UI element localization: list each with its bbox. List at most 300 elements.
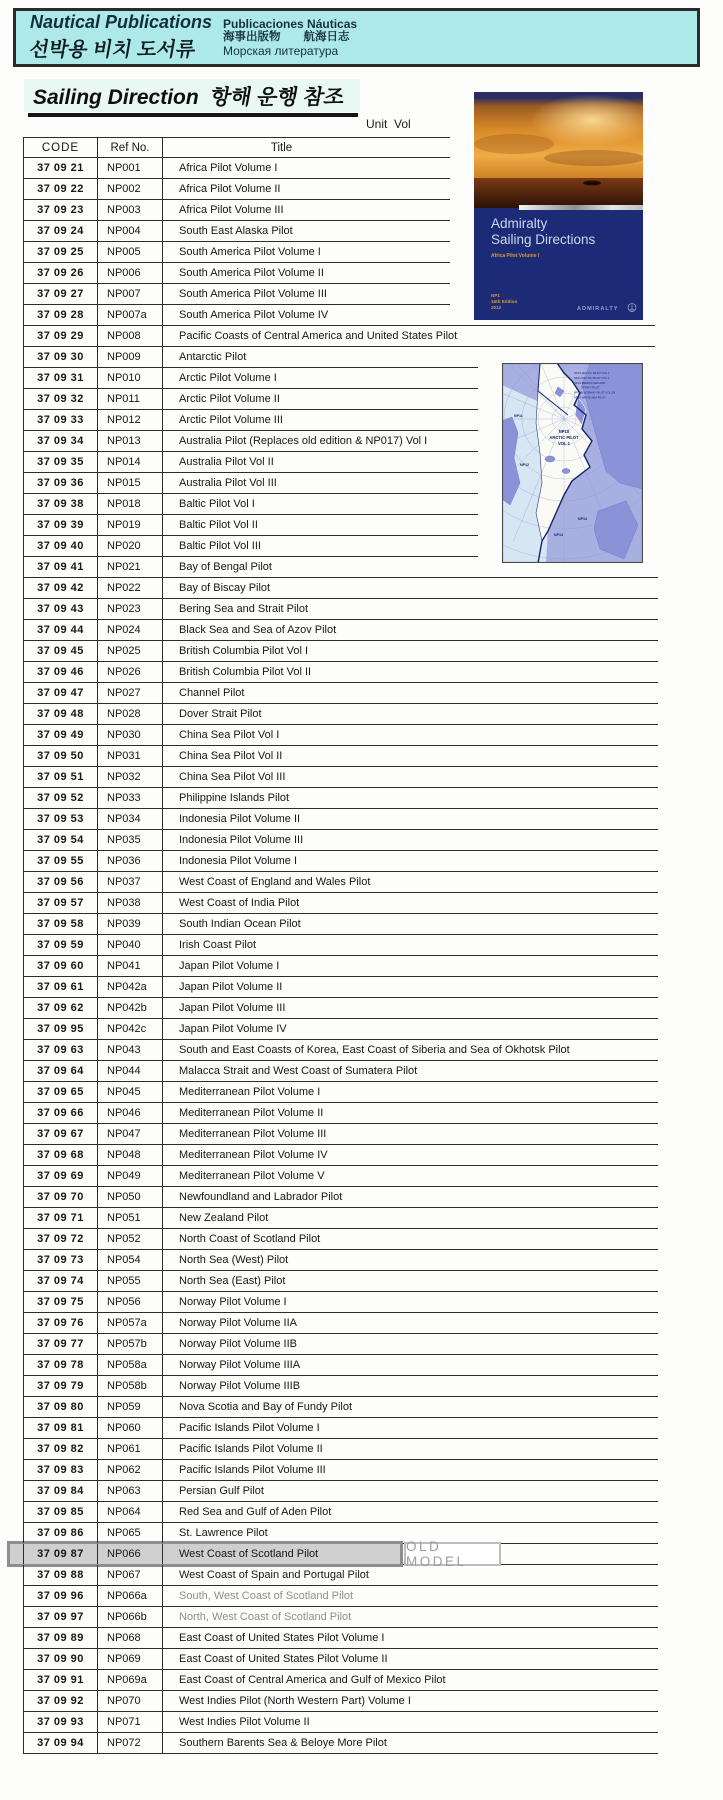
row-ref-no: NP049 [97,1166,162,1186]
row-ref-no: NP064 [97,1502,162,1522]
row-title: Red Sea and Gulf of Aden Pilot [162,1502,331,1522]
row-code: 37 09 73 [23,1250,97,1270]
table-row [23,1061,658,1082]
svg-text:NP12: NP12 [520,463,529,467]
cover-ship-silhouette [583,181,601,186]
row-ref-no: NP046 [97,1103,162,1123]
row-code: 37 09 47 [23,683,97,703]
row-title: Dover Strait Pilot [162,704,262,724]
old-model-note: OLD MODEL [404,1542,501,1566]
row-code: 37 09 89 [23,1628,97,1648]
row-title: Channel Pilot [162,683,244,703]
row-title: Mediterranean Pilot Volume V [162,1166,325,1186]
row-code: 37 09 29 [23,326,97,346]
cover-cloud [474,134,554,154]
table-row [23,1712,658,1733]
row-title: South America Pilot Volume IV [162,305,328,325]
row-ref-no: NP044 [97,1061,162,1081]
table-row [23,1313,658,1334]
svg-text:NP14: NP14 [554,533,563,537]
table-row [23,1103,658,1124]
row-title: East Coast of Central America and Gulf of Mexico Pilot [162,1670,446,1690]
row-code: 37 09 88 [23,1565,97,1585]
row-ref-no: NP028 [97,704,162,724]
row-ref-no: NP015 [97,473,162,493]
row-title: South Indian Ocean Pilot [162,914,301,934]
table-row [23,1439,658,1460]
row-title: Pacific Islands Pilot Volume III [162,1460,326,1480]
table-row [23,494,478,515]
row-code: 37 09 24 [23,221,97,241]
row-title: South East Alaska Pilot [162,221,293,241]
row-code: 37 09 64 [23,1061,97,1081]
row-ref-no: NP060 [97,1418,162,1438]
row-code: 37 09 69 [23,1166,97,1186]
row-code: 37 09 96 [23,1586,97,1606]
row-title: British Columbia Pilot Vol I [162,641,308,661]
table-row [23,1481,658,1502]
row-title: China Sea Pilot Vol II [162,746,282,766]
row-ref-no: NP019 [97,515,162,535]
row-code: 37 09 65 [23,1082,97,1102]
row-ref-no: NP033 [97,788,162,808]
row-title: China Sea Pilot Vol III [162,767,285,787]
table-row [23,431,478,452]
row-code: 37 09 41 [23,557,97,577]
row-ref-no: NP011 [97,389,162,409]
row-title: Indonesia Pilot Volume III [162,830,303,850]
row-ref-no: NP058a [97,1355,162,1375]
banner-right [215,17,357,59]
row-ref-no: NP031 [97,746,162,766]
row-ref-no: NP072 [97,1733,162,1753]
row-code: 37 09 61 [23,977,97,997]
row-code: 37 09 66 [23,1103,97,1123]
row-code: 37 09 45 [23,641,97,661]
table-row [23,1271,658,1292]
table-row [23,767,658,788]
row-ref-no: NP040 [97,935,162,955]
table-row [23,1565,658,1586]
row-code: 37 09 84 [23,1481,97,1501]
row-ref-no: NP003 [97,200,162,220]
table-row [23,221,450,242]
row-ref-no: NP042b [97,998,162,1018]
table-row [23,935,658,956]
row-code: 37 09 35 [23,452,97,472]
row-ref-no: NP022 [97,578,162,598]
table-row [23,263,450,284]
row-ref-no: NP047 [97,1124,162,1144]
row-ref-no: NP058b [97,1376,162,1396]
row-title: Mediterranean Pilot Volume III [162,1124,326,1144]
row-code: 37 09 87 [23,1544,97,1564]
row-code: 37 09 94 [23,1733,97,1753]
row-ref-no: NP050 [97,1187,162,1207]
row-code: 37 09 55 [23,851,97,871]
row-code: 37 09 25 [23,242,97,262]
row-title: Nova Scotia and Bay of Fundy Pilot [162,1397,352,1417]
row-code: 37 09 95 [23,1019,97,1039]
table-row [23,515,478,536]
table-row [23,536,478,557]
svg-text:STRAIT PILOT: STRAIT PILOT [581,385,600,390]
book-cover-image [474,92,643,320]
row-code: 37 09 70 [23,1187,97,1207]
row-code: 37 09 77 [23,1334,97,1354]
row-code: 37 09 43 [23,599,97,619]
row-code: 37 09 39 [23,515,97,535]
row-ref-no: NP010 [97,368,162,388]
row-ref-no: NP014 [97,452,162,472]
table-row [23,662,658,683]
table-row [23,1145,658,1166]
table-row [23,1733,658,1754]
table-row [23,1355,658,1376]
row-code: 37 09 97 [23,1607,97,1627]
section-title [33,81,344,111]
row-title: Persian Gulf Pilot [162,1481,264,1501]
row-code: 37 09 56 [23,872,97,892]
table-row [23,998,658,1019]
svg-text:ARCTIC PILOT: ARCTIC PILOT [549,435,579,440]
row-ref-no: NP067 [97,1565,162,1585]
table-row [23,1691,658,1712]
row-title: North Coast of Scotland Pilot [162,1229,320,1249]
row-ref-no: NP030 [97,725,162,745]
row-code: 37 09 48 [23,704,97,724]
row-title: Malacca Strait and West Coast of Sumatera Pilot [162,1061,417,1081]
cover-photo-sea [474,178,643,208]
cover-edition-year: 2012 [491,305,502,310]
table-header-row [23,137,450,158]
cover-silver-band [519,205,643,210]
row-title: Australia Pilot (Replaces old edition & NP017) Vol I [162,431,427,451]
row-ref-no: NP002 [97,179,162,199]
row-title: Bering Sea and Strait Pilot [162,599,308,619]
row-title: Norway Pilot Volume IIA [162,1313,297,1333]
row-ref-no: NP026 [97,662,162,682]
row-code: 37 09 46 [23,662,97,682]
table-row [23,851,658,872]
row-ref-no: NP059 [97,1397,162,1417]
row-ref-no: NP068 [97,1628,162,1648]
cover-cloud [544,150,643,166]
svg-text:NP11 ARCTIC PILOT VOL 2: NP11 ARCTIC PILOT VOL 2 [574,376,610,380]
row-title: Africa Pilot Volume III [162,200,284,220]
row-code: 37 09 54 [23,830,97,850]
row-ref-no: NP065 [97,1523,162,1543]
row-title: Australia Pilot Vol III [162,473,277,493]
table-row [23,1502,658,1523]
row-code: 37 09 93 [23,1712,97,1732]
row-code: 37 09 53 [23,809,97,829]
row-code: 37 09 51 [23,767,97,787]
row-ref-no: NP004 [97,221,162,241]
table-row [23,788,658,809]
row-title: Pacific Coasts of Central America and United States Pilot [162,326,457,346]
row-title: China Sea Pilot Vol I [162,725,279,745]
table-row [23,872,658,893]
table-row [23,809,658,830]
table-row [23,1418,658,1439]
row-title: Philippine Islands Pilot [162,788,289,808]
table-row [23,893,658,914]
row-code: 37 09 42 [23,578,97,598]
row-title: Norway Pilot Volume I [162,1292,287,1312]
row-code: 37 09 63 [23,1040,97,1060]
row-title: West Coast of India Pilot [162,893,299,913]
row-title: Southern Barents Sea & Beloye More Pilot [162,1733,387,1753]
row-code: 37 09 90 [23,1649,97,1669]
row-code: 37 09 72 [23,1229,97,1249]
row-code: 37 09 83 [23,1460,97,1480]
row-ref-no: NP005 [97,242,162,262]
row-code: 37 09 31 [23,368,97,388]
banner-subtitle-russian: Морская литература [223,44,339,59]
row-title: Baltic Pilot Vol III [162,536,261,556]
row-title: Japan Pilot Volume I [162,956,279,976]
arctic-map-image [502,363,643,563]
row-title: West Coast of England and Wales Pilot [162,872,370,892]
row-title: North, West Coast of Scotland Pilot [162,1607,351,1627]
row-title: West Coast of Spain and Portugal Pilot [162,1565,369,1585]
row-ref-no: NP001 [97,158,162,178]
table-row [23,1628,658,1649]
row-ref-no: NP063 [97,1481,162,1501]
row-ref-no: NP036 [97,851,162,871]
row-title: Irish Coast Pilot [162,935,256,955]
row-code: 37 09 50 [23,746,97,766]
banner-title-english: Nautical Publications [30,12,213,33]
row-code: 37 09 26 [23,263,97,283]
row-title: West Indies Pilot (North Western Part) Volume I [162,1691,411,1711]
table-row [23,620,658,641]
row-code: 37 09 22 [23,179,97,199]
table-row [23,1397,658,1418]
row-title: Norway Pilot Volume IIIB [162,1376,300,1396]
row-ref-no: NP007 [97,284,162,304]
table-row [23,452,478,473]
column-header-ref: Ref No. [97,138,162,157]
row-code: 37 09 92 [23,1691,97,1711]
table-row [23,1292,658,1313]
row-ref-no: NP023 [97,599,162,619]
row-code: 37 09 79 [23,1376,97,1396]
cover-subtitle: Africa Pilot Volume I [491,253,540,259]
cover-edition-np: NP1 [491,293,500,298]
row-ref-no: NP042c [97,1019,162,1039]
row-ref-no: NP066b [97,1607,162,1627]
row-ref-no: NP070 [97,1691,162,1711]
svg-text:NP10 ARCTIC PILOT VOL 1: NP10 ARCTIC PILOT VOL 1 [574,371,610,375]
table-row [23,473,478,494]
row-code: 37 09 33 [23,410,97,430]
row-code: 37 09 62 [23,998,97,1018]
row-ref-no: NP007a [97,305,162,325]
row-title: South America Pilot Volume II [162,263,324,283]
row-code: 37 09 34 [23,431,97,451]
row-code: 37 09 80 [23,1397,97,1417]
row-code: 37 09 28 [23,305,97,325]
row-title: Japan Pilot Volume II [162,977,282,997]
table-row [23,1250,658,1271]
row-title: Arctic Pilot Volume II [162,389,280,409]
row-code: 37 09 36 [23,473,97,493]
table-row [23,1229,658,1250]
row-ref-no: NP057a [97,1313,162,1333]
row-ref-no: NP020 [97,536,162,556]
row-ref-no: NP027 [97,683,162,703]
row-code: 37 09 91 [23,1670,97,1690]
row-ref-no: NP038 [97,893,162,913]
row-ref-no: NP054 [97,1250,162,1270]
row-title: North Sea (East) Pilot [162,1271,285,1291]
table-row [23,578,658,599]
row-title: Japan Pilot Volume III [162,998,285,1018]
row-title: Norway Pilot Volume IIIA [162,1355,300,1375]
row-ref-no: NP066a [97,1586,162,1606]
row-code: 37 09 30 [23,347,97,367]
row-title: East Coast of United States Pilot Volume I [162,1628,384,1648]
row-ref-no: NP069a [97,1670,162,1690]
column-header-code: CODE [23,138,97,157]
row-code: 37 09 52 [23,788,97,808]
table-row [23,830,658,851]
row-code: 37 09 75 [23,1292,97,1312]
row-title: Pacific Islands Pilot Volume II [162,1439,323,1459]
banner-subtitle-spanish: Publicaciones Náuticas [223,16,358,31]
table-row [23,1019,658,1040]
table-row [23,725,658,746]
section-title-english: Sailing Direction [33,86,199,109]
banner [13,8,700,67]
row-ref-no: NP021 [97,557,162,577]
unit-label: Unit Vol [366,117,411,131]
cover-edition-number: 16th Edition [491,299,518,304]
row-title: South and East Coasts of Korea, East Coast of Siberia and Sea of Okhotsk Pilot [162,1040,570,1060]
row-title: Black Sea and Sea of Azov Pilot [162,620,336,640]
table-row [23,1082,658,1103]
cover-publisher-logo-text: ADMIRALTY [577,306,619,312]
row-code: 37 09 67 [23,1124,97,1144]
row-ref-no: NP035 [97,830,162,850]
row-code: 37 09 32 [23,389,97,409]
table-row [23,746,658,767]
row-code: 37 09 68 [23,1145,97,1165]
row-ref-no: NP039 [97,914,162,934]
row-title: Indonesia Pilot Volume I [162,851,297,871]
table-row [23,1649,658,1670]
row-title: Mediterranean Pilot Volume IV [162,1145,328,1165]
row-title: South America Pilot Volume III [162,284,327,304]
row-code: 37 09 44 [23,620,97,640]
table-row [23,599,658,620]
table-row [23,977,658,998]
table-row [23,1334,658,1355]
row-code: 37 09 74 [23,1271,97,1291]
banner-subtitle-chinese: 海事出版物 航海日志 [223,30,350,43]
row-title: Pacific Islands Pilot Volume I [162,1418,320,1438]
row-ref-no: NP034 [97,809,162,829]
row-ref-no: NP045 [97,1082,162,1102]
cover-brand-line2: Sailing Directions [491,232,596,247]
table-row [23,1539,658,1569]
table-row [23,1670,658,1691]
row-title: Indonesia Pilot Volume II [162,809,300,829]
table-row [23,1376,658,1397]
section-underline [28,113,358,117]
table-row [23,914,658,935]
row-ref-no: NP024 [97,620,162,640]
row-ref-no: NP025 [97,641,162,661]
row-title: Japan Pilot Volume IV [162,1019,287,1039]
row-ref-no: NP069 [97,1649,162,1669]
row-title: East Coast of United States Pilot Volume II [162,1649,388,1669]
row-code: 37 09 76 [23,1313,97,1333]
table-row [23,389,478,410]
row-title: Africa Pilot Volume I [162,158,277,178]
section-title-korean: 항해 운행 참조 [208,86,346,109]
table-row [23,1607,658,1628]
row-title: South America Pilot Volume I [162,242,321,262]
row-ref-no: NP041 [97,956,162,976]
table-row [23,347,478,368]
row-title: New Zealand Pilot [162,1208,268,1228]
svg-text:NP58B NORWAY PILOT VOL 3B: NP58B NORWAY PILOT VOL 3B [574,390,616,395]
row-code: 37 09 38 [23,494,97,514]
svg-text:NP12 BERING SEA AND: NP12 BERING SEA AND [574,381,606,385]
row-ref-no: NP042a [97,977,162,997]
row-ref-no: NP013 [97,431,162,451]
svg-text:NP13: NP13 [578,517,587,521]
row-ref-no: NP018 [97,494,162,514]
row-title: Mediterranean Pilot Volume II [162,1103,323,1123]
row-ref-no: NP071 [97,1712,162,1732]
row-title: West Coast of Scotland Pilot [162,1544,318,1564]
svg-text:NP10 WHITE SEA PILOT: NP10 WHITE SEA PILOT [574,395,606,400]
row-code: 37 09 49 [23,725,97,745]
row-title: Africa Pilot Volume II [162,179,281,199]
row-ref-no: NP066 [97,1544,162,1564]
row-ref-no: NP009 [97,347,162,367]
row-title: Baltic Pilot Vol I [162,494,255,514]
row-code: 37 09 82 [23,1439,97,1459]
row-title: Antarctic Pilot [162,347,246,367]
row-code: 37 09 23 [23,200,97,220]
table-row [23,1166,658,1187]
row-title: Norway Pilot Volume IIB [162,1334,297,1354]
table-row [23,956,658,977]
table-row [23,242,450,263]
table-row [23,284,450,305]
column-header-title: Title [162,138,450,157]
row-ref-no: NP043 [97,1040,162,1060]
table-row [23,1124,658,1145]
table-row [23,1040,658,1061]
row-ref-no: NP008 [97,326,162,346]
row-ref-no: NP061 [97,1439,162,1459]
table-row [23,179,450,200]
row-ref-no: NP057b [97,1334,162,1354]
row-ref-no: NP062 [97,1460,162,1480]
row-code: 37 09 40 [23,536,97,556]
row-code: 37 09 78 [23,1355,97,1375]
row-title: Arctic Pilot Volume III [162,410,283,430]
svg-text:VOL 1: VOL 1 [557,441,571,446]
row-code: 37 09 21 [23,158,97,178]
row-title: Baltic Pilot Vol II [162,515,258,535]
